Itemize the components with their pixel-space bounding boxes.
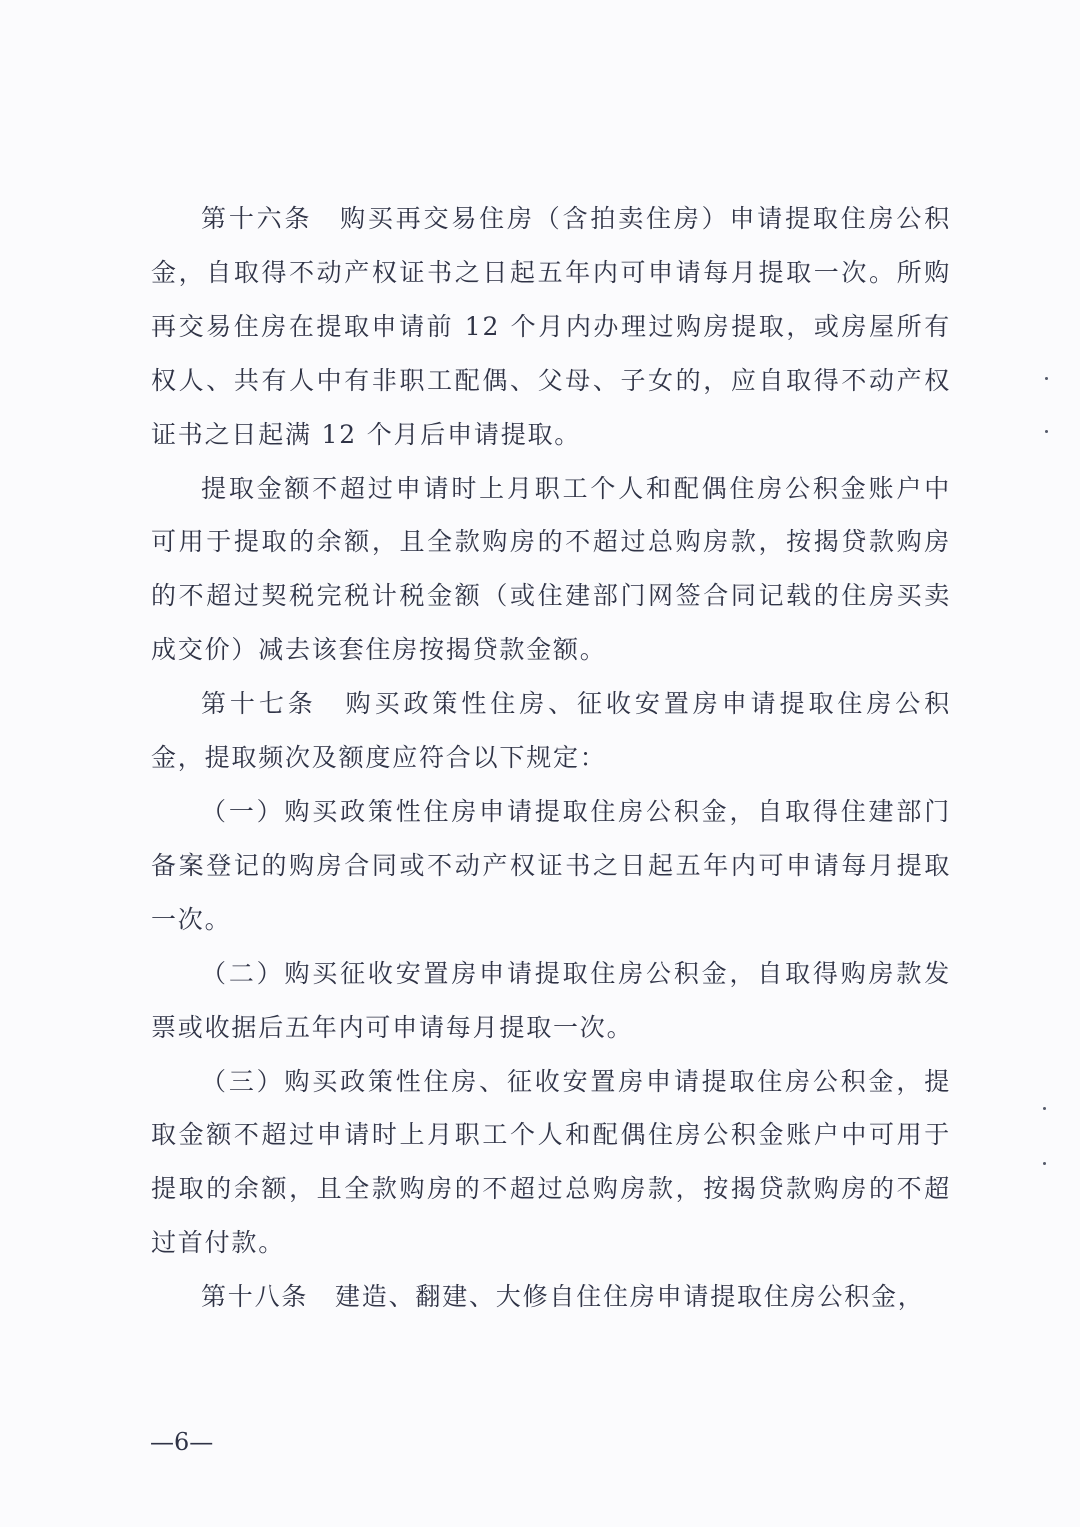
paragraph-article-18: 第十八条 建造、翻建、大修自住住房申请提取住房公积金， bbox=[201, 1282, 925, 1312]
document-body bbox=[151, 192, 951, 1324]
paragraph-item-1: （一）购买政策性住房申请提取住房公积金，自取得住建部门备案登记的购房合同或不动产权证书之日起五年内可申请每月提取一次。 bbox=[151, 796, 951, 934]
scan-artifact-dot bbox=[1043, 1107, 1046, 1110]
scan-artifact-dot bbox=[1043, 1162, 1046, 1165]
page-number: —6— bbox=[150, 1428, 214, 1456]
paragraph-article-16: 第十六条 购买再交易住房（含拍卖住房）申请提取住房公积金，自取得不动产权证书之日起五年内可申请每月提取一次。所购再交易住房在提取申请前 12 个月内办理过购房提取，或房屋所有权人、共有人中有非职工配偶、父母、子女的，应自取得不动产权证书之日起满 12 个月后申请提取。 bbox=[151, 204, 951, 449]
paragraph-item-2: （二）购买征收安置房申请提取住房公积金，自取得购房款发票或收据后五年内可申请每月提取一次。 bbox=[151, 958, 951, 1042]
paragraph-item-3: （三）购买政策性住房、征收安置房申请提取住房公积金，提取金额不超过申请时上月职工个人和配偶住房公积金账户中可用于提取的余额，且全款购房的不超过总购房款，按揭贷款购房的不超过首付款。 bbox=[151, 1066, 951, 1258]
paragraph-withdrawal-amount: 提取金额不超过申请时上月职工个人和配偶住房公积金账户中可用于提取的余额，且全款购房的不超过总购房款，按揭贷款购房的不超过契税完税计税金额（或住建部门网签合同记载的住房买卖成交价）减去该套住房按揭贷款金额。 bbox=[151, 473, 951, 665]
scan-artifact-dot bbox=[1045, 377, 1048, 380]
paragraph-article-17: 第十七条 购买政策性住房、征收安置房申请提取住房公积金，提取频次及额度应符合以下规定： bbox=[151, 689, 951, 773]
scan-artifact-dot bbox=[1045, 430, 1048, 433]
